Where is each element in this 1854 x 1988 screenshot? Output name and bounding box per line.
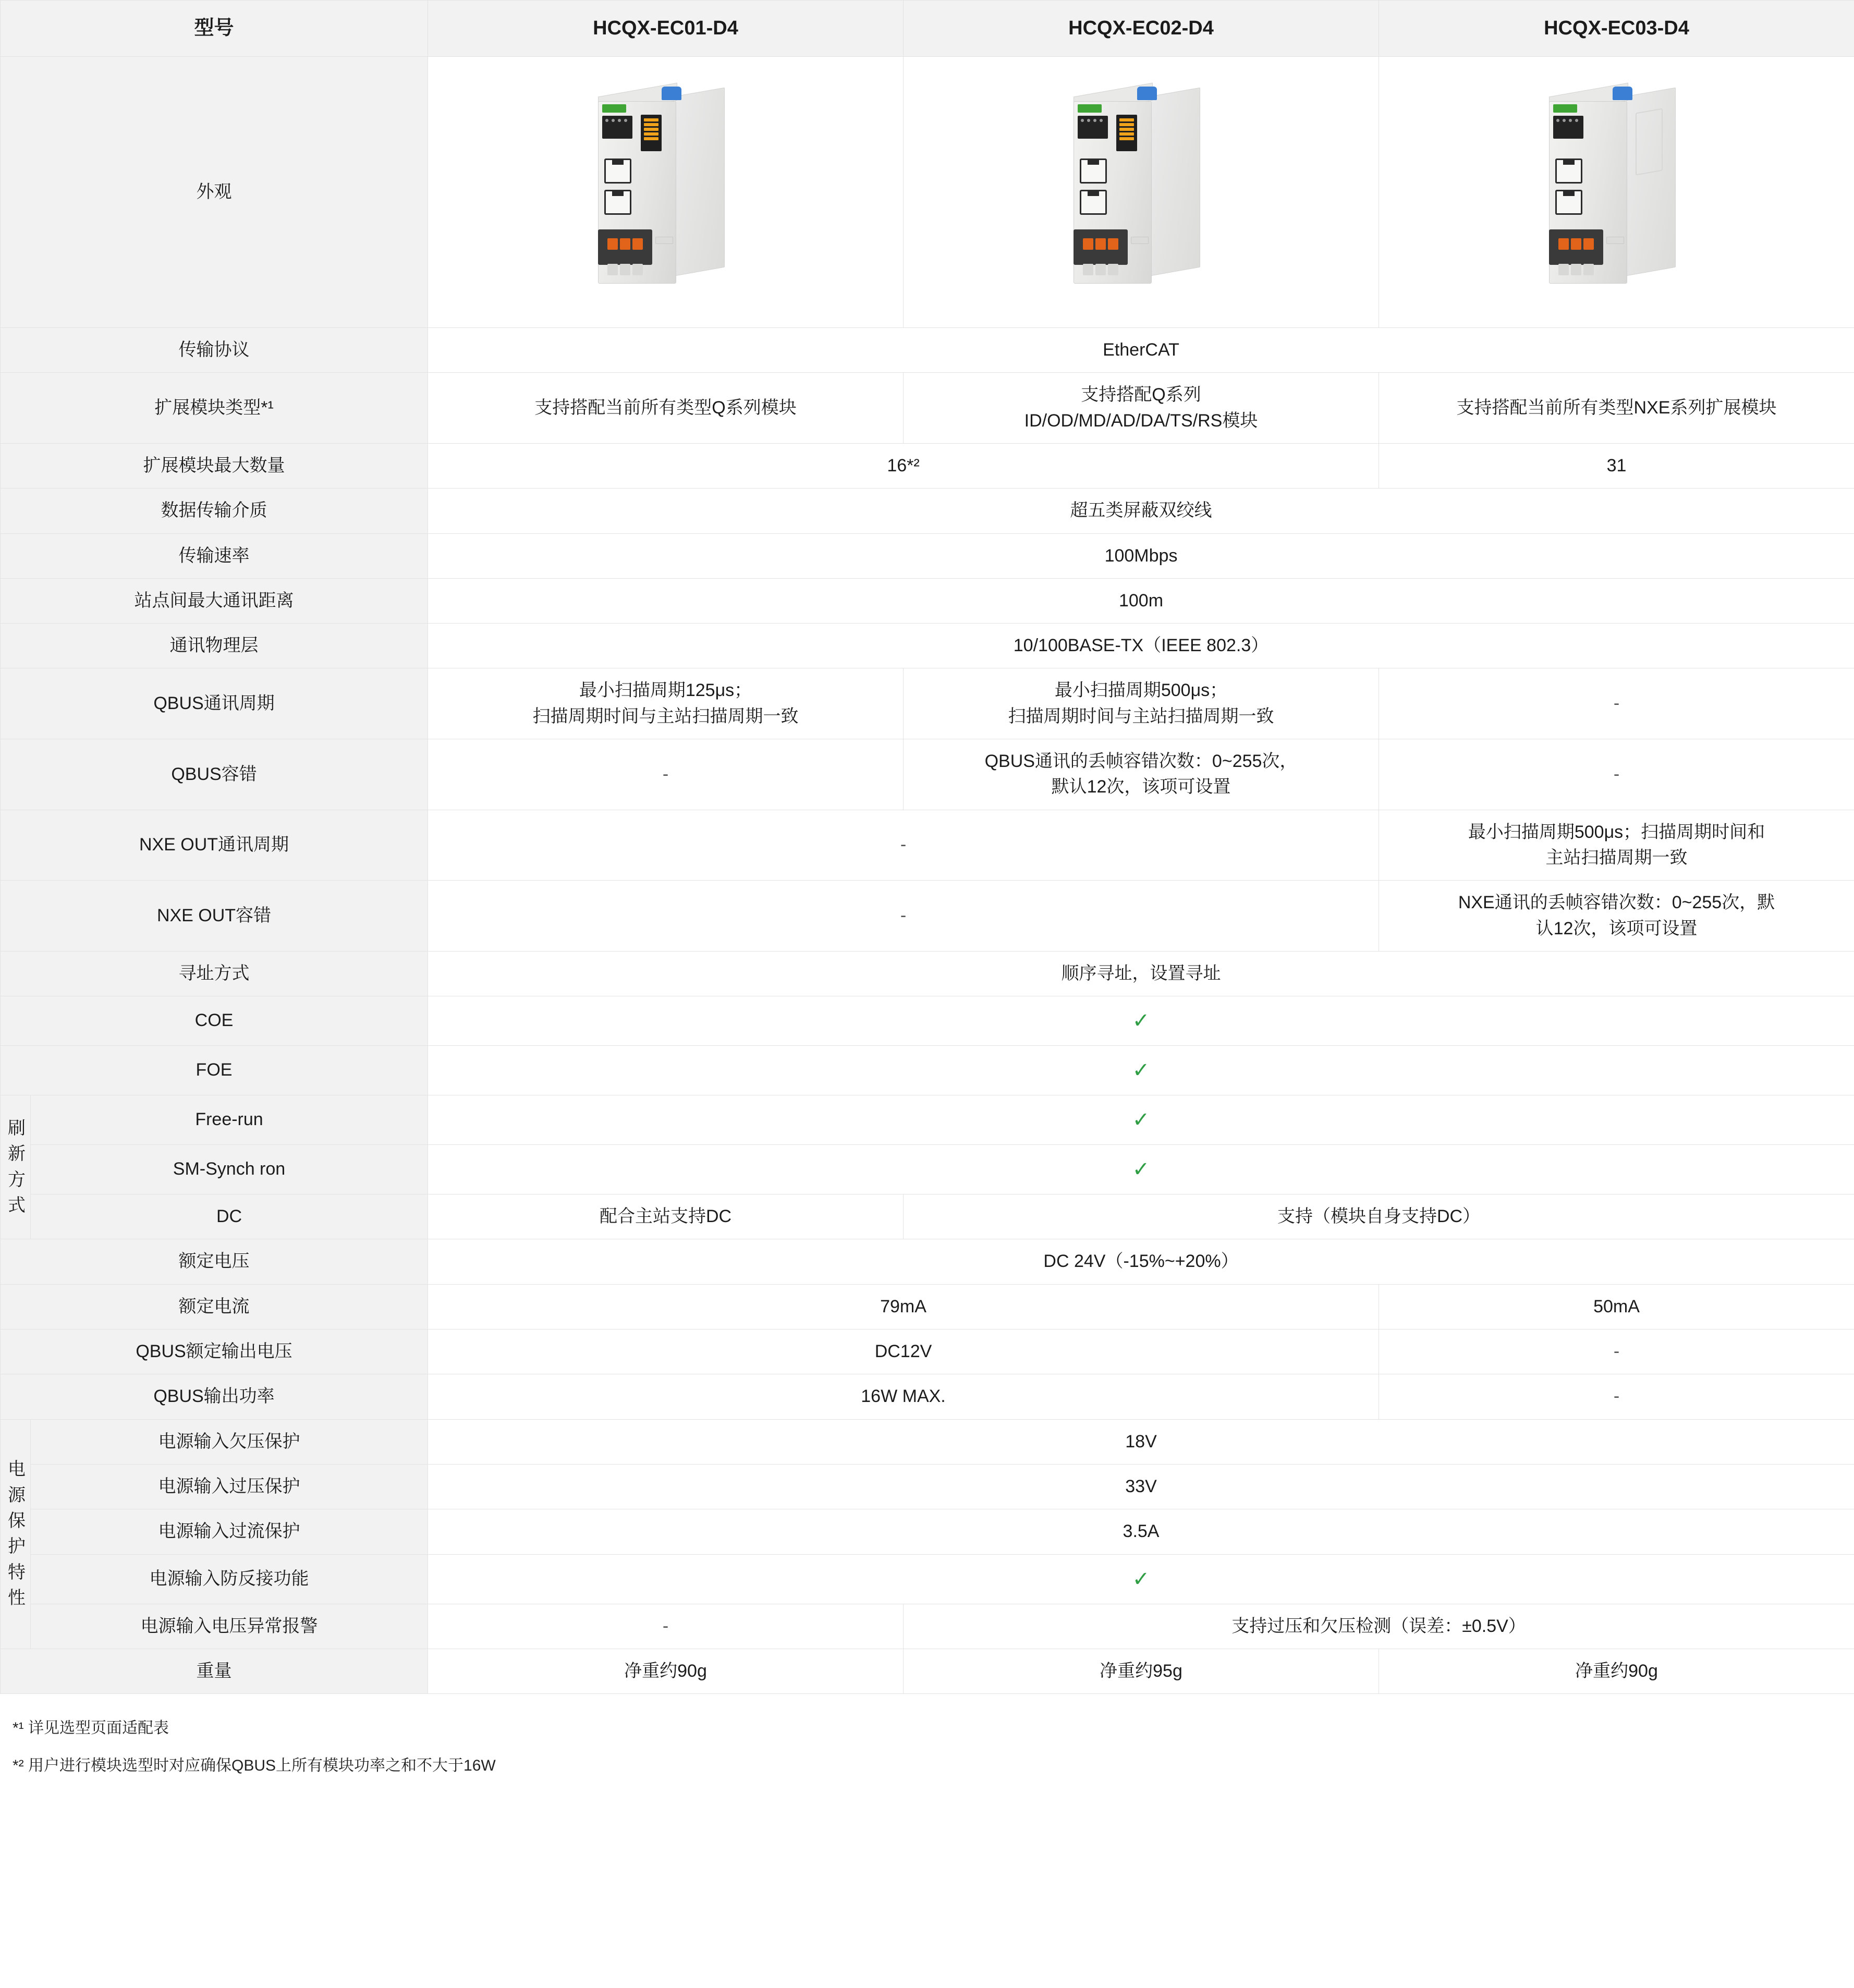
label-protocol: 传输协议 bbox=[1, 328, 428, 373]
device-terminal-block bbox=[1074, 229, 1128, 265]
value-qbus-cycle-ec01: 最小扫描周期125μs； 扫描周期时间与主站扫描周期一致 bbox=[428, 668, 904, 739]
group-label-refresh-method: 刷新 方式 bbox=[1, 1095, 31, 1239]
value-weight-ec01: 净重约90g bbox=[428, 1649, 904, 1693]
value-coe: ✓ bbox=[428, 996, 1854, 1046]
value-rated-current-ec01-ec02: 79mA bbox=[428, 1284, 1379, 1329]
device-expansion-slot bbox=[1636, 108, 1663, 175]
value-ext-type-ec02: 支持搭配Q系列 ID/OD/MD/AD/DA/TS/RS模块 bbox=[904, 373, 1379, 444]
device-side-panel bbox=[675, 87, 725, 276]
value-qbus-output-voltage-ec03: - bbox=[1379, 1330, 1854, 1374]
device-green-tab bbox=[1078, 104, 1102, 113]
label-nxe-cycle: NXE OUT通讯周期 bbox=[1, 810, 428, 881]
row-rated-voltage bbox=[1, 1239, 1854, 1284]
value-rated-current-ec03: 50mA bbox=[1379, 1284, 1854, 1329]
device-illustration bbox=[1513, 80, 1721, 304]
row-protocol bbox=[1, 328, 1854, 373]
footnote-1: *¹ 详见选型页面适配表 bbox=[13, 1719, 169, 1737]
label-overvoltage: 电源输入过压保护 bbox=[31, 1464, 428, 1509]
device-side-panel bbox=[1151, 87, 1200, 276]
row-foe bbox=[1, 1046, 1854, 1095]
device-rj45-port-1 bbox=[604, 158, 631, 184]
device-rj45-port-2 bbox=[1555, 190, 1582, 215]
value-addressing: 顺序寻址，设置寻址 bbox=[428, 951, 1854, 996]
label-weight: 重量 bbox=[1, 1649, 428, 1693]
value-rate: 100Mbps bbox=[428, 533, 1854, 578]
header-model-label: 型号 bbox=[1, 1, 428, 57]
value-qbus-cycle-ec02: 最小扫描周期500μs； 扫描周期时间与主站扫描周期一致 bbox=[904, 668, 1379, 739]
row-weight bbox=[1, 1649, 1854, 1693]
device-rj45-port-1 bbox=[1555, 158, 1582, 184]
label-phy: 通讯物理层 bbox=[1, 624, 428, 668]
value-ext-max-ec03: 31 bbox=[1379, 443, 1854, 488]
device-green-tab bbox=[1553, 104, 1577, 113]
row-media bbox=[1, 489, 1854, 533]
device-led-strip bbox=[1116, 115, 1137, 151]
label-addressing: 寻址方式 bbox=[1, 951, 428, 996]
label-distance: 站点间最大通讯距离 bbox=[1, 578, 428, 623]
row-overvoltage bbox=[1, 1464, 1854, 1509]
value-sm-synchron: ✓ bbox=[428, 1145, 1854, 1194]
value-nxe-tolerance-ec01-ec02: - bbox=[428, 881, 1379, 952]
header-col-ec03: HCQX-EC03-D4 bbox=[1379, 1, 1854, 57]
label-undervoltage: 电源输入欠压保护 bbox=[31, 1419, 428, 1464]
product-image-ec01 bbox=[428, 57, 904, 328]
value-qbus-tolerance-ec03: - bbox=[1379, 739, 1854, 810]
label-ext-max: 扩展模块最大数量 bbox=[1, 443, 428, 488]
row-qbus-tolerance bbox=[1, 739, 1854, 810]
device-display-window bbox=[1078, 116, 1108, 139]
device-rj45-port-1 bbox=[1080, 158, 1107, 184]
row-nxe-cycle bbox=[1, 810, 1854, 881]
label-sm-synchron: SM-Synch ron bbox=[31, 1145, 428, 1194]
value-qbus-tolerance-ec01: - bbox=[428, 739, 904, 810]
product-image-ec02 bbox=[904, 57, 1379, 328]
value-ext-type-ec01: 支持搭配当前所有类型Q系列模块 bbox=[428, 373, 904, 444]
value-rated-voltage: DC 24V（-15%~+20%） bbox=[428, 1239, 1854, 1284]
row-distance bbox=[1, 578, 1854, 623]
row-ext-max bbox=[1, 443, 1854, 488]
device-illustration bbox=[562, 80, 770, 304]
label-qbus-cycle: QBUS通讯周期 bbox=[1, 668, 428, 739]
row-coe bbox=[1, 996, 1854, 1046]
value-undervoltage: 18V bbox=[428, 1419, 1854, 1464]
value-dc-ec01: 配合主站支持DC bbox=[428, 1194, 904, 1239]
device-illustration bbox=[1037, 80, 1246, 304]
row-appearance bbox=[1, 57, 1854, 328]
label-freerun: Free-run bbox=[31, 1095, 428, 1145]
label-rated-current: 额定电流 bbox=[1, 1284, 428, 1329]
device-green-tab bbox=[602, 104, 626, 113]
value-ext-type-ec03: 支持搭配当前所有类型NXE系列扩展模块 bbox=[1379, 373, 1854, 444]
value-freerun: ✓ bbox=[428, 1095, 1854, 1145]
label-rate: 传输速率 bbox=[1, 533, 428, 578]
device-terminal-block bbox=[1549, 229, 1603, 265]
device-led-strip bbox=[641, 115, 662, 151]
table-header-row bbox=[1, 1, 1854, 57]
label-rated-voltage: 额定电压 bbox=[1, 1239, 428, 1284]
group-label-power-protection: 电源保护 特性 bbox=[1, 1419, 31, 1649]
device-terminal-block bbox=[598, 229, 652, 265]
product-image-ec03 bbox=[1379, 57, 1854, 328]
row-overcurrent bbox=[1, 1509, 1854, 1554]
row-sm-synchron bbox=[1, 1145, 1854, 1194]
row-phy bbox=[1, 624, 1854, 668]
label-overcurrent: 电源输入过流保护 bbox=[31, 1509, 428, 1554]
label-reverse-protection: 电源输入防反接功能 bbox=[31, 1554, 428, 1604]
row-reverse-protection bbox=[1, 1554, 1854, 1604]
value-qbus-output-power-ec01-ec02: 16W MAX. bbox=[428, 1374, 1379, 1419]
value-qbus-output-power-ec03: - bbox=[1379, 1374, 1854, 1419]
value-media: 超五类屏蔽双绞线 bbox=[428, 489, 1854, 533]
row-addressing bbox=[1, 951, 1854, 996]
value-qbus-tolerance-ec02: QBUS通讯的丢帧容错次数：0~255次， 默认12次，该项可设置 bbox=[904, 739, 1379, 810]
device-display-window bbox=[1553, 116, 1583, 139]
value-reverse-protection: ✓ bbox=[428, 1554, 1854, 1604]
device-blue-cap bbox=[1137, 87, 1157, 100]
value-voltage-alarm-ec01: - bbox=[428, 1604, 904, 1649]
value-ext-max-ec01-ec02: 16*² bbox=[428, 443, 1379, 488]
row-ext-type bbox=[1, 373, 1854, 444]
value-qbus-output-voltage-ec01-ec02: DC12V bbox=[428, 1330, 1379, 1374]
row-nxe-tolerance bbox=[1, 881, 1854, 952]
footnotes bbox=[0, 1694, 1854, 1782]
label-media: 数据传输介质 bbox=[1, 489, 428, 533]
value-weight-ec02: 净重约95g bbox=[904, 1649, 1379, 1693]
device-rj45-port-2 bbox=[604, 190, 631, 215]
device-knob bbox=[1131, 237, 1149, 244]
device-rj45-port-2 bbox=[1080, 190, 1107, 215]
row-qbus-cycle bbox=[1, 668, 1854, 739]
row-undervoltage bbox=[1, 1419, 1854, 1464]
label-qbus-output-power: QBUS输出功率 bbox=[1, 1374, 428, 1419]
value-overcurrent: 3.5A bbox=[428, 1509, 1854, 1554]
value-qbus-cycle-ec03: - bbox=[1379, 668, 1854, 739]
row-voltage-alarm bbox=[1, 1604, 1854, 1649]
footnote-2: *² 用户进行模块选型时对应确保QBUS上所有模块功率之和不大于16W bbox=[13, 1757, 496, 1775]
row-rate bbox=[1, 533, 1854, 578]
header-col-ec02: HCQX-EC02-D4 bbox=[904, 1, 1379, 57]
device-display-window bbox=[602, 116, 632, 139]
label-ext-type: 扩展模块类型*¹ bbox=[1, 373, 428, 444]
label-foe: FOE bbox=[1, 1046, 428, 1095]
value-voltage-alarm-ec02-ec03: 支持过压和欠压检测（误差：±0.5V） bbox=[904, 1604, 1854, 1649]
value-foe: ✓ bbox=[428, 1046, 1854, 1095]
row-rated-current bbox=[1, 1284, 1854, 1329]
row-dc bbox=[1, 1194, 1854, 1239]
value-protocol: EtherCAT bbox=[428, 328, 1854, 373]
value-phy: 10/100BASE-TX（IEEE 802.3） bbox=[428, 624, 1854, 668]
value-distance: 100m bbox=[428, 578, 1854, 623]
device-blue-cap bbox=[662, 87, 681, 100]
value-nxe-tolerance-ec03: NXE通讯的丢帧容错次数：0~255次，默 认12次，该项可设置 bbox=[1379, 881, 1854, 952]
row-qbus-output-voltage bbox=[1, 1330, 1854, 1374]
label-qbus-output-voltage: QBUS额定输出电压 bbox=[1, 1330, 428, 1374]
device-blue-cap bbox=[1613, 87, 1632, 100]
label-appearance: 外观 bbox=[1, 57, 428, 328]
row-qbus-output-power bbox=[1, 1374, 1854, 1419]
device-knob bbox=[1606, 237, 1624, 244]
value-nxe-cycle-ec01-ec02: - bbox=[428, 810, 1379, 881]
value-nxe-cycle-ec03: 最小扫描周期500μs；扫描周期时间和 主站扫描周期一致 bbox=[1379, 810, 1854, 881]
device-knob bbox=[655, 237, 673, 244]
label-voltage-alarm: 电源输入电压异常报警 bbox=[31, 1604, 428, 1649]
label-coe: COE bbox=[1, 996, 428, 1046]
value-overvoltage: 33V bbox=[428, 1464, 1854, 1509]
label-dc: DC bbox=[31, 1194, 428, 1239]
value-dc-ec02-ec03: 支持（模块自身支持DC） bbox=[904, 1194, 1854, 1239]
value-weight-ec03: 净重约90g bbox=[1379, 1649, 1854, 1693]
label-nxe-tolerance: NXE OUT容错 bbox=[1, 881, 428, 952]
row-freerun bbox=[1, 1095, 1854, 1145]
header-col-ec01: HCQX-EC01-D4 bbox=[428, 1, 904, 57]
label-qbus-tolerance: QBUS容错 bbox=[1, 739, 428, 810]
